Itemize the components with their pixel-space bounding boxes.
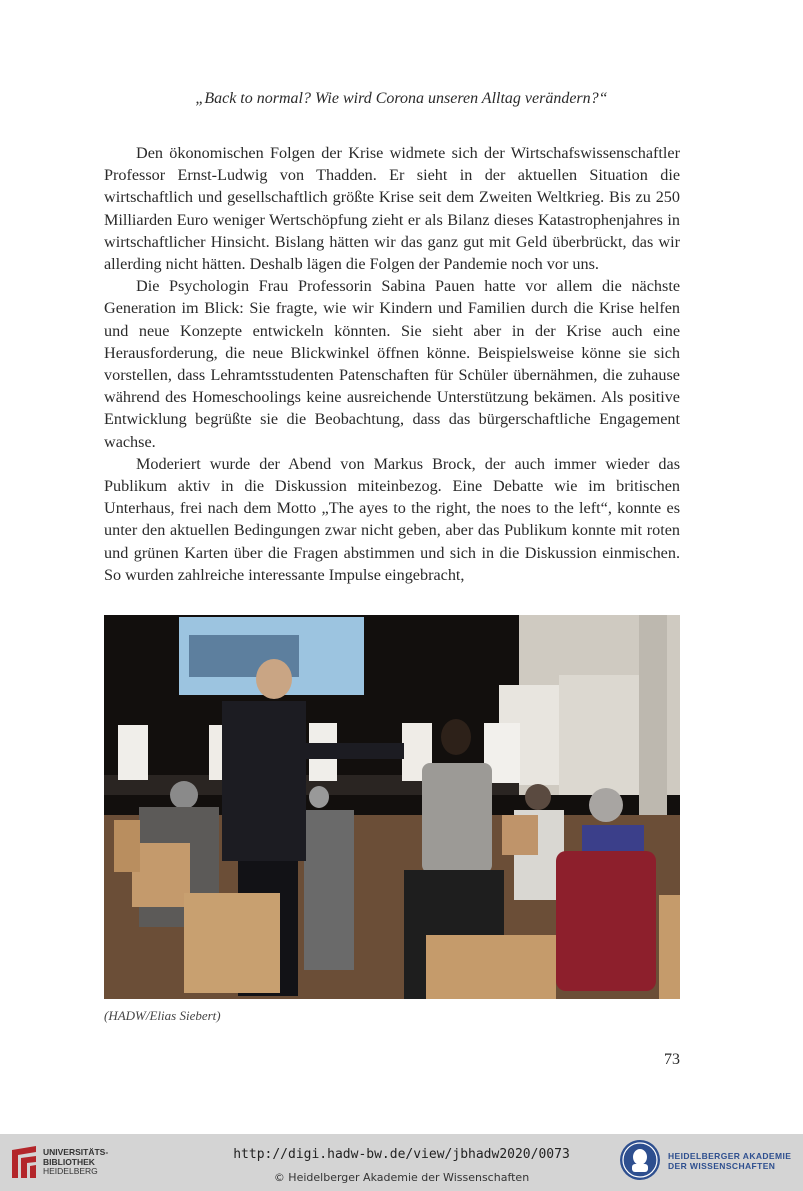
digitization-footer [0,1134,803,1191]
paragraph: Die Psychologin Frau Professorin Sabina Pauen hatte vor allem die nächste Generation im Blick: Sie fragte, wie wir Kindern und Familien durch die Krise helfen und neue Konzepte entwickeln könnten. Sie sieht aber in der Krise auch eine Herausforderung, die neue Blickwinkel öffnen könne. Beispielsweise könne sie sich vorstellen, dass Lehramtsstudenten Patenschaften für Schüler übernähmen, die zuhause während des Homeschoolings keine ausreichende Unterstützung bekämen. Als positive Entwicklung begrüßte sie die Beobachtung, dass das bürgerschaftliche Engagement wachse. [104,277,680,451]
photo-caption: (HADW/Elias Siebert) [104,1008,221,1023]
event-photo [104,615,680,999]
article-body [104,142,680,586]
permalink-url[interactable]: http://digi.hadw-bw.de/view/jbhadw2020/0073 [233,1147,570,1162]
hadw-logo-text [668,1151,791,1171]
hadw-logo[interactable] [620,1140,800,1184]
event-photo-illustration [104,615,680,999]
ub-logo-line: HEIDELBERG [43,1166,98,1176]
page-number: 73 [664,1051,680,1068]
hadw-logo-line: DER WISSENSCHAFTEN [668,1161,776,1171]
paragraph: Moderiert wurde der Abend von Markus Brock, der auch immer wieder das Publikum aktiv in die Diskussion miteinbezog. Eine Debatte wie im britischen Unterhaus, frei nach dem Motto „The ayes to the right, the noes to the left“, konnte es unter den aktuellen Bedingungen zwar nicht geben, aber das Publikum konnte mit roten und grünen Karten über die Fragen abstimmen und sich in die Diskussion einmischen. So wurden zahlreiche interessante Impulse eingebracht, [104,454,680,584]
copyright-notice: © Heidelberger Akademie der Wissenschaften [273,1171,530,1184]
ub-logo-line: UNIVERSITÄTS- [43,1147,109,1157]
ub-logo-line: BIBLIOTHEK [43,1156,95,1167]
hadw-seal-icon [620,1140,660,1180]
hadw-logo-line: HEIDELBERGER AKADEMIE [668,1151,792,1161]
paragraph: Den ökonomischen Folgen der Krise widmete sich der Wirtschafswissenschaftler Professor Ernst-Ludwig von Thadden. Er sieht in der aktuellen Situation die wirtschaftlich und gesellschaftlich größte Krise seit dem Zweiten Weltkrieg. Bis zu 250 Milliarden Euro weniger Wertschöpfung zieht er als Bilanz dieses Katastrophenjahres in wirtschaftlicher Hinsicht. Bislang hätten wir das ganz gut mit Geld überbrückt, das wir allerding nicht hätten. Deshalb lägen die Folgen der Pandemie noch vor uns. [104,144,680,274]
running-head: „Back to normal? Wie wird Corona unseren Alltag verändern?“ [195,90,608,107]
